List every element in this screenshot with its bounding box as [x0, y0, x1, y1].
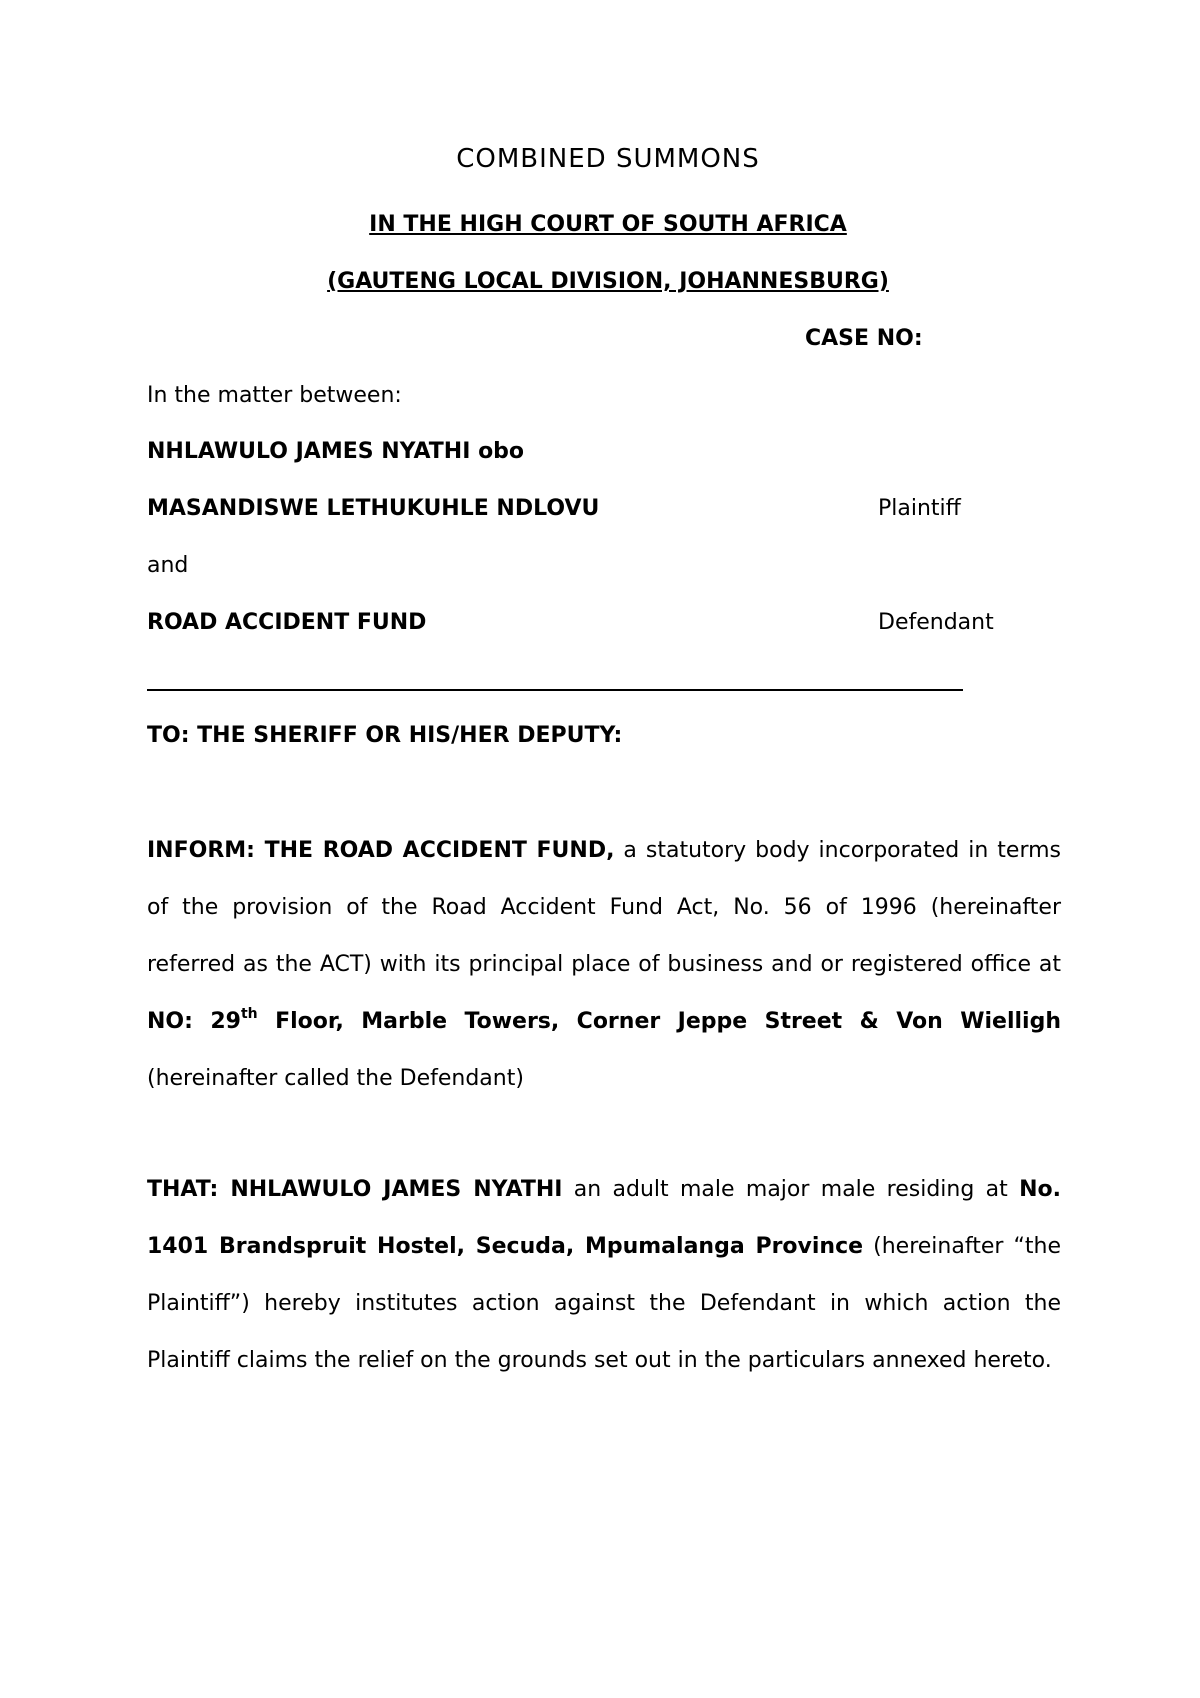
- plaintiff-name-line2: MASANDISWE LETHUKUHLE NDLOVU: [147, 496, 600, 521]
- document-title: COMBINED SUMMONS: [456, 144, 760, 174]
- that-paragraph: [147, 1161, 1061, 1389]
- inform-text1: a statutory body incorporated in terms of the provision of the Road Accident Fund Act, No. 56 of 1996 (hereinafter referred as the ACT) with its principal place of business and or registered office at: [147, 838, 1061, 977]
- plaintiff-name-line1: NHLAWULO JAMES NYATHI obo: [147, 439, 525, 464]
- inform-text2: (hereinafter called the Defendant): [147, 1066, 524, 1091]
- inform-lead: INFORM: THE ROAD ACCIDENT FUND,: [147, 838, 615, 863]
- court-division: (GAUTENG LOCAL DIVISION, JOHANNESBURG): [327, 269, 889, 294]
- plaintiff-role: Plaintiff: [878, 496, 961, 521]
- defendant-name: ROAD ACCIDENT FUND: [147, 610, 427, 635]
- matter-intro: In the matter between:: [147, 383, 402, 408]
- defendant-address-b: Floor, Marble Towers, Corner Jeppe Street & Von Wielligh: [257, 1009, 1062, 1034]
- party-conjunction: and: [147, 553, 189, 578]
- floor-ordinal: th: [240, 1006, 258, 1022]
- that-text1: an adult male major male residing at: [562, 1177, 1020, 1202]
- defendant-role: Defendant: [878, 610, 994, 635]
- inform-paragraph: [147, 822, 1061, 1107]
- addressee: TO: THE SHERIFF OR HIS/HER DEPUTY:: [147, 723, 623, 748]
- that-text2: (hereinafter “the Plaintiff”) hereby institutes action against the Defendant in which action the Plaintiff claims the relief on the grounds set out in the particulars annexed hereto.: [147, 1234, 1062, 1373]
- plaintiff-address: No. 1401 Brandspruit Hostel, Secuda, Mpumalanga Province: [147, 1177, 1061, 1259]
- that-lead: THAT: NHLAWULO JAMES NYATHI: [147, 1177, 563, 1202]
- defendant-address-a: NO: 29: [147, 1009, 241, 1034]
- court-name: IN THE HIGH COURT OF SOUTH AFRICA: [369, 212, 847, 237]
- separator-line: [147, 689, 963, 691]
- case-number-label: CASE NO:: [805, 326, 923, 351]
